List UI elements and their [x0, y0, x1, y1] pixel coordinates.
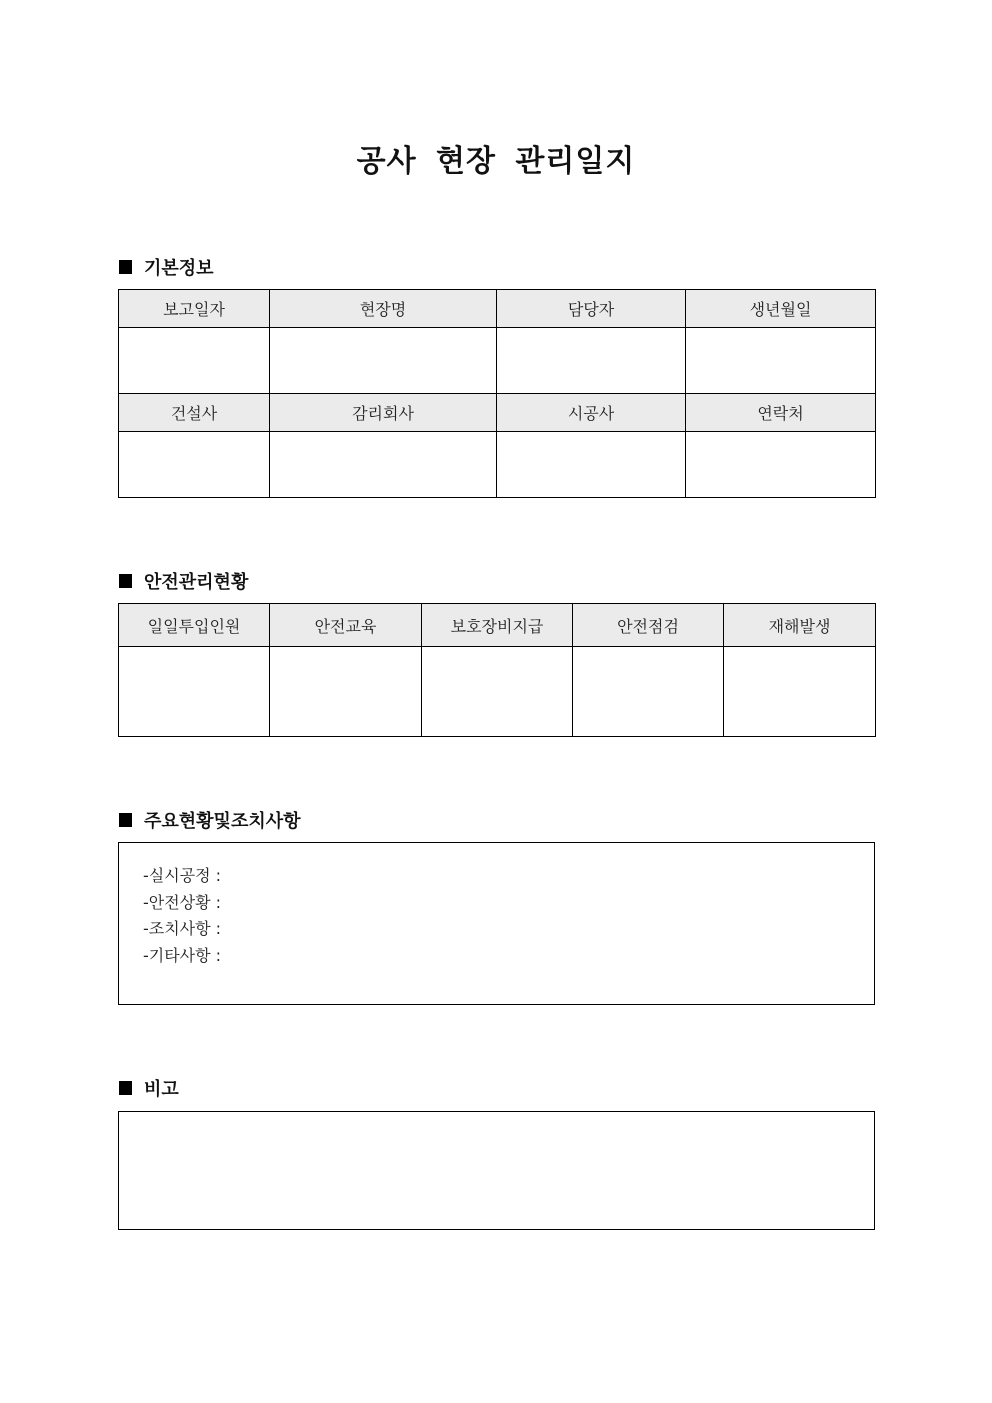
square-bullet-icon	[119, 1081, 132, 1095]
square-bullet-icon	[119, 260, 132, 274]
safety-table	[118, 603, 876, 737]
line-safety-status: -안전상황 :	[143, 892, 222, 912]
document-title: 공사 현장 관리일지	[356, 144, 636, 179]
section-heading-label: 비고	[144, 1079, 179, 1100]
header-daily-workers: 일일투입인원	[119, 604, 270, 647]
section-heading-label: 주요현황및조치사항	[144, 811, 301, 832]
cell-contractor[interactable]	[497, 432, 686, 498]
header-safety-training: 안전교육	[270, 604, 422, 647]
header-manager: 담당자	[497, 290, 686, 328]
header-protective-equipment: 보호장비지급	[422, 604, 573, 647]
cell-accidents[interactable]	[724, 647, 876, 737]
header-safety-inspection: 안전점검	[573, 604, 724, 647]
header-report-date: 보고일자	[119, 290, 270, 328]
cell-protective-equipment[interactable]	[422, 647, 573, 737]
cell-safety-training[interactable]	[270, 647, 422, 737]
remarks-box[interactable]	[118, 1111, 875, 1230]
line-process: -실시공정 :	[143, 866, 222, 885]
cell-site-name[interactable]	[270, 328, 497, 394]
line-actions: -조치사항 :	[143, 919, 222, 938]
header-contractor: 시공사	[497, 394, 686, 432]
cell-construction-company[interactable]	[119, 432, 270, 498]
header-supervision-company: 감리회사	[270, 394, 497, 432]
square-bullet-icon	[119, 813, 132, 827]
section-heading-remarks	[119, 1075, 179, 1101]
header-construction-company: 건설사	[119, 394, 270, 432]
header-site-name: 현장명	[270, 290, 497, 328]
section-heading-label: 안전관리현황	[144, 572, 249, 593]
header-birthdate: 생년월일	[686, 290, 876, 328]
square-bullet-icon	[119, 574, 132, 588]
section-heading-label: 기본정보	[144, 258, 214, 279]
header-contact: 연락처	[686, 394, 876, 432]
cell-manager[interactable]	[497, 328, 686, 394]
section-heading-safety	[119, 568, 248, 594]
section-heading-status	[119, 807, 301, 833]
cell-daily-workers[interactable]	[119, 647, 270, 737]
section-heading-basic-info	[119, 254, 214, 280]
cell-supervision-company[interactable]	[270, 432, 497, 498]
cell-contact[interactable]	[686, 432, 876, 498]
basic-info-table	[118, 289, 876, 498]
cell-report-date[interactable]	[119, 328, 270, 394]
status-box[interactable]	[118, 842, 875, 1005]
header-accidents: 재해발생	[724, 604, 876, 647]
line-other: -기타사항 :	[143, 945, 222, 965]
cell-birthdate[interactable]	[686, 328, 876, 394]
cell-safety-inspection[interactable]	[573, 647, 724, 737]
